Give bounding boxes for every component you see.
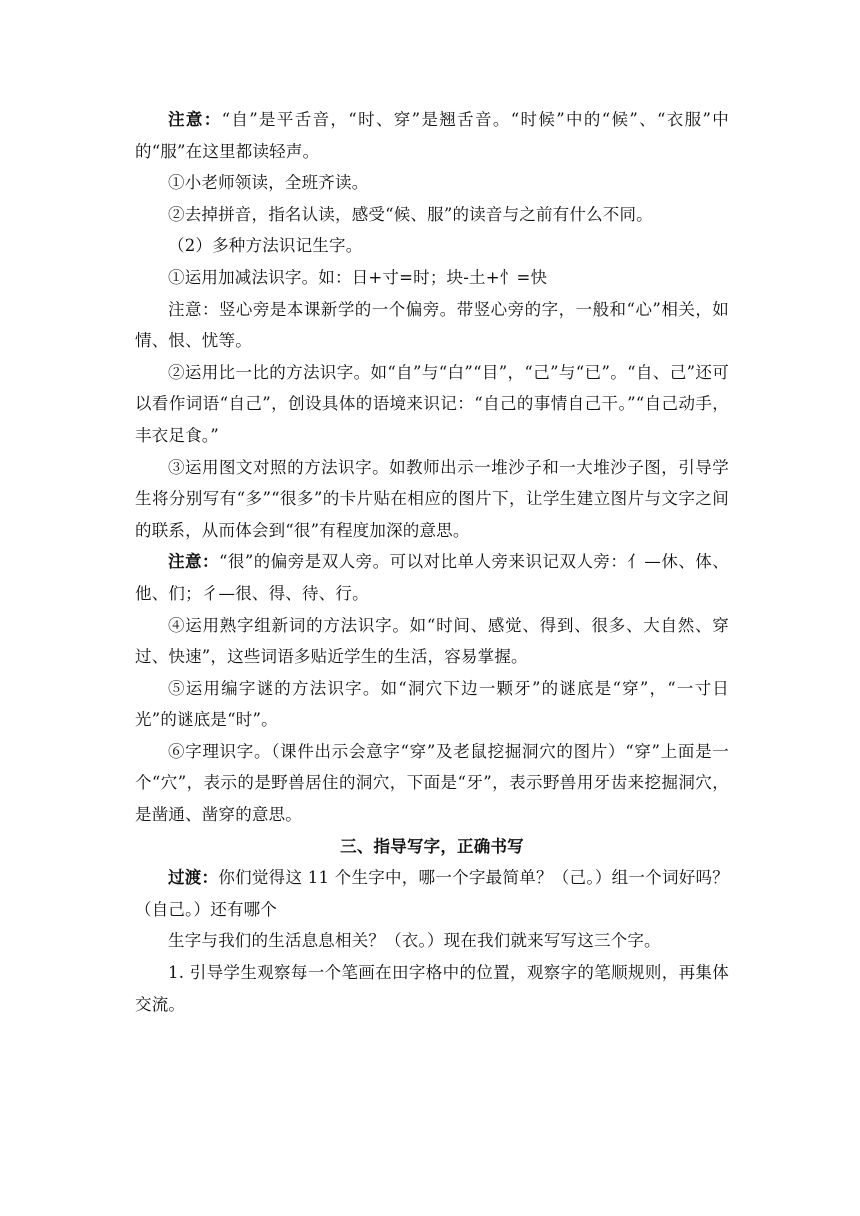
note-text: “自”是平舌音，“时、穿”是翘舌音。“时候”中的“候”、“衣服”中的“服”在这里都读轻声。 xyxy=(135,110,730,161)
paragraph-method-5: ⑤运用编字谜的方法识字。如“洞穴下边一颗牙”的谜底是“穿”，“一寸日光”的谜底是“时”。 xyxy=(135,678,729,730)
paragraph-method-4: ④运用熟字组新词的方法识字。如“时间、感觉、得到、很多、大自然、穿过、快速”，这些词语多贴近学生的生活，容易掌握。 xyxy=(135,615,729,667)
note-text: “很”的偏旁是双人旁。可以对比单人旁来识记双人旁：亻—休、体、他、们；彳—很、得、待、行。 xyxy=(135,552,729,603)
transition-text: 你们觉得这 11 个生字中，哪一个字最简单？（己。）组一个词好吗？（自己。）还有哪个 xyxy=(135,868,729,919)
paragraph-method-1: ①运用加减法识字。如：日+寸=时；块-土+忄=快 xyxy=(168,267,548,287)
paragraph-writing-step-1: 1. 引导学生观察每一个笔画在田字格中的位置，观察字的笔顺规则，再集体交流。 xyxy=(135,963,729,1014)
paragraph-method-2: ②运用比一比的方法识字。如“自”与“白”“目”，“己”与“已”。“自、己”还可以看作词语“自己”，创设具体的语境来识记：“自己的事情自己干。”“自己动手，丰衣足食。” xyxy=(135,362,729,445)
transition-label: 过渡： xyxy=(168,868,219,888)
paragraph-continuation: 生字与我们的生活息息相关？（衣。）现在我们就来写写这三个字。 xyxy=(168,931,661,951)
paragraph-note-pronunciation xyxy=(135,104,729,167)
note-label: 注意： xyxy=(168,552,219,572)
paragraph-subheading: （2）多种方法识记生字。 xyxy=(168,236,363,256)
section-heading: 三、指导写字，正确书写 xyxy=(340,836,524,856)
paragraph-note-double-person xyxy=(135,546,729,609)
paragraph-note-radical: 注意：竖心旁是本课新学的一个偏旁。带竖心旁的字，一般和“心”相关，如情、恨、忧等。 xyxy=(135,299,729,351)
paragraph-step-1: ①小老师领读，全班齐读。 xyxy=(168,173,369,193)
document-body xyxy=(135,104,729,1020)
note-label: 注意： xyxy=(168,110,222,129)
paragraph-method-3: ③运用图文对照的方法识字。如教师出示一堆沙子和一大堆沙子图，引导学生将分别写有“多”“很多”的卡片贴在相应的图片下，让学生建立图片与文字之间的联系，从而体会到“很”有程度加深的意思。 xyxy=(135,457,729,540)
paragraph-transition xyxy=(135,862,729,925)
paragraph-step-2: ②去掉拼音，指名认读，感受“候、服”的读音与之前有什么不同。 xyxy=(168,204,653,224)
paragraph-method-6: ⑥字理识字。（课件出示会意字“穿”及老鼠挖掘洞穴的图片）“穿”上面是一个“穴”，表示的是野兽居住的洞穴，下面是“牙”，表示野兽用牙齿来挖掘洞穴，是凿通、凿穿的意思。 xyxy=(135,741,729,825)
